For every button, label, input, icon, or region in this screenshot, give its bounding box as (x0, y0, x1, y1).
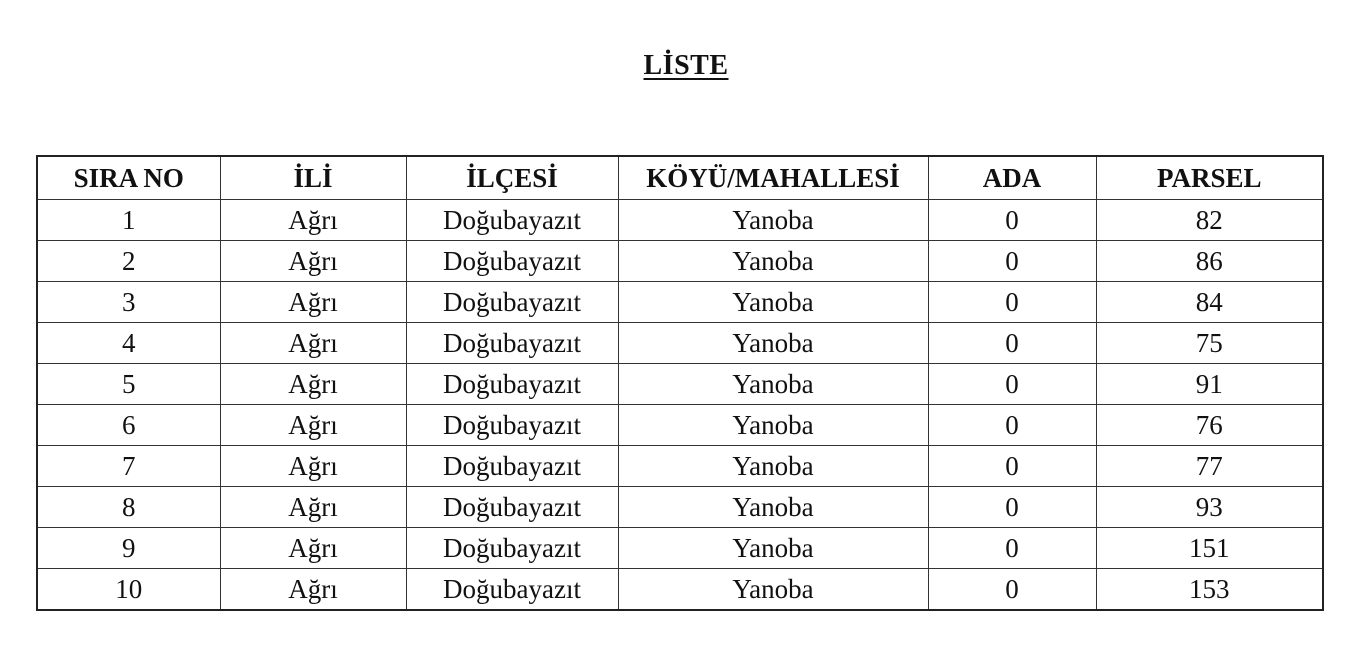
cell-ilcesi: Doğubayazıt (406, 282, 618, 323)
table-row (37, 282, 1323, 323)
cell-ada: 0 (928, 569, 1096, 611)
table-body (37, 200, 1323, 611)
cell-ilcesi: Doğubayazıt (406, 200, 618, 241)
cell-ili: Ağrı (220, 487, 406, 528)
cell-sira-no: 9 (37, 528, 220, 569)
cell-ili: Ağrı (220, 200, 406, 241)
cell-ada: 0 (928, 200, 1096, 241)
header-koyu-mahallesi: KÖYÜ/MAHALLESİ (618, 156, 928, 200)
cell-ili: Ağrı (220, 282, 406, 323)
cell-ili: Ağrı (220, 569, 406, 611)
cell-sira-no: 4 (37, 323, 220, 364)
cell-ilcesi: Doğubayazıt (406, 487, 618, 528)
table-header-row (37, 156, 1323, 200)
cell-ilcesi: Doğubayazıt (406, 405, 618, 446)
cell-koyu-mahallesi: Yanoba (618, 323, 928, 364)
cell-ili: Ağrı (220, 405, 406, 446)
document-title: LİSTE (643, 50, 729, 81)
cell-parsel: 93 (1096, 487, 1323, 528)
cell-ili: Ağrı (220, 446, 406, 487)
table-row (37, 241, 1323, 282)
cell-koyu-mahallesi: Yanoba (618, 241, 928, 282)
table-row (37, 487, 1323, 528)
cell-sira-no: 2 (37, 241, 220, 282)
cell-ada: 0 (928, 446, 1096, 487)
cell-ilcesi: Doğubayazıt (406, 528, 618, 569)
cell-koyu-mahallesi: Yanoba (618, 528, 928, 569)
cell-parsel: 91 (1096, 364, 1323, 405)
cell-ada: 0 (928, 241, 1096, 282)
cell-parsel: 82 (1096, 200, 1323, 241)
cell-parsel: 153 (1096, 569, 1323, 611)
header-ilcesi: İLÇESİ (406, 156, 618, 200)
cell-ilcesi: Doğubayazıt (406, 364, 618, 405)
cell-ada: 0 (928, 323, 1096, 364)
cell-sira-no: 8 (37, 487, 220, 528)
cell-ilcesi: Doğubayazıt (406, 323, 618, 364)
cell-sira-no: 3 (37, 282, 220, 323)
header-ada: ADA (928, 156, 1096, 200)
cell-sira-no: 1 (37, 200, 220, 241)
cell-koyu-mahallesi: Yanoba (618, 282, 928, 323)
table-row (37, 323, 1323, 364)
cell-ada: 0 (928, 487, 1096, 528)
cell-ili: Ağrı (220, 323, 406, 364)
cell-sira-no: 7 (37, 446, 220, 487)
cell-koyu-mahallesi: Yanoba (618, 487, 928, 528)
header-ili: İLİ (220, 156, 406, 200)
table-row (37, 528, 1323, 569)
cell-ada: 0 (928, 364, 1096, 405)
cell-koyu-mahallesi: Yanoba (618, 569, 928, 611)
cell-ilcesi: Doğubayazıt (406, 569, 618, 611)
cell-parsel: 86 (1096, 241, 1323, 282)
table-row (37, 569, 1323, 611)
cell-parsel: 84 (1096, 282, 1323, 323)
table-row (37, 405, 1323, 446)
cell-ada: 0 (928, 528, 1096, 569)
cell-koyu-mahallesi: Yanoba (618, 364, 928, 405)
parcel-list-table (36, 155, 1324, 611)
table-row (37, 446, 1323, 487)
cell-sira-no: 10 (37, 569, 220, 611)
cell-ili: Ağrı (220, 528, 406, 569)
cell-koyu-mahallesi: Yanoba (618, 446, 928, 487)
cell-sira-no: 5 (37, 364, 220, 405)
cell-ada: 0 (928, 282, 1096, 323)
cell-koyu-mahallesi: Yanoba (618, 200, 928, 241)
cell-parsel: 75 (1096, 323, 1323, 364)
cell-ada: 0 (928, 405, 1096, 446)
header-sira-no: SIRA NO (37, 156, 220, 200)
cell-ili: Ağrı (220, 241, 406, 282)
cell-sira-no: 6 (37, 405, 220, 446)
cell-ilcesi: Doğubayazıt (406, 241, 618, 282)
cell-parsel: 151 (1096, 528, 1323, 569)
table-row (37, 200, 1323, 241)
header-parsel: PARSEL (1096, 156, 1323, 200)
cell-parsel: 77 (1096, 446, 1323, 487)
cell-parsel: 76 (1096, 405, 1323, 446)
cell-koyu-mahallesi: Yanoba (618, 405, 928, 446)
table-row (37, 364, 1323, 405)
cell-ili: Ağrı (220, 364, 406, 405)
cell-ilcesi: Doğubayazıt (406, 446, 618, 487)
